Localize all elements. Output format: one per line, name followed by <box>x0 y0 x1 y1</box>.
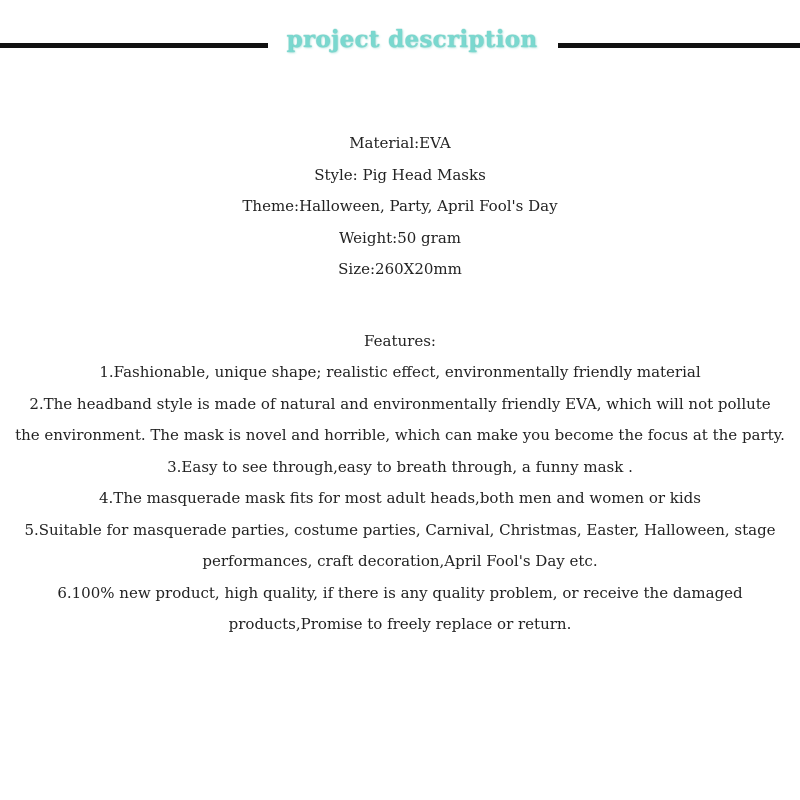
spec-material: Material:EVA <box>349 134 451 152</box>
feature-item-5: 5.Suitable for masquerade parties, costume parties, Carnival, Christmas, Easter, Halloween, stage performances, craft decoration,April Fool's Day etc. <box>24 520 776 571</box>
header-rule-right <box>558 43 800 48</box>
spec-size: Size:260X20mm <box>338 260 462 279</box>
header-rule-left <box>0 43 268 48</box>
spec-theme: Theme:Halloween, Party, April Fool's Day <box>242 197 558 216</box>
section-header <box>0 22 800 62</box>
feature-item-4: 4.The masquerade mask fits for most adult heads,both men and women or kids <box>99 489 701 508</box>
section-title: project description <box>286 26 538 53</box>
spec-weight: Weight:50 gram <box>338 228 461 247</box>
spec-style: Style: Pig Head Masks <box>314 165 486 184</box>
feature-item-1: 1.Fashionable, unique shape; realistic effect, environmentally friendly material <box>99 363 701 382</box>
feature-item-6: 6.100% new product, high quality, if there is any quality problem, or receive the damaged products,Promise to freely replace or return. <box>57 583 743 634</box>
feature-item-2: 2.The headband style is made of natural and environmentally friendly EVA, which will not pollute the environment. The mask is novel and horrible, which can make you become the focus at the party. <box>15 394 785 445</box>
description-content <box>0 128 800 641</box>
spacer <box>0 286 800 326</box>
features-heading: Features: <box>364 331 436 350</box>
feature-item-3: 3.Easy to see through,easy to breath through, a funny mask . <box>167 457 633 476</box>
features-list <box>15 326 785 641</box>
